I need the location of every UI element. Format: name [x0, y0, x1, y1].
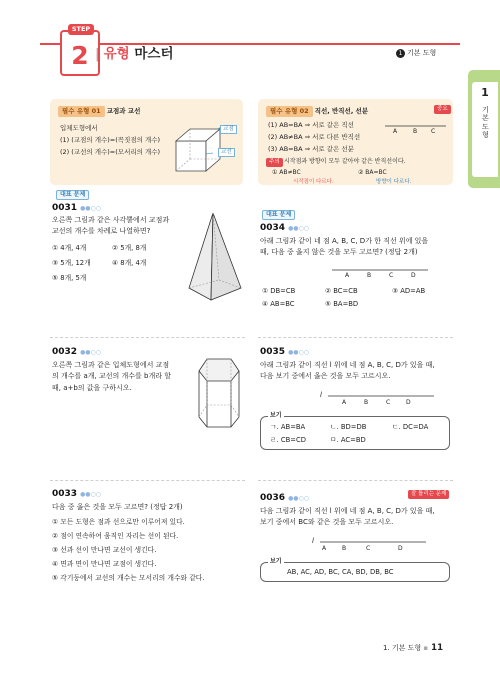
p0033-q1: 다음 중 옳은 것을 모두 고르면? (정답 2개) — [52, 503, 183, 511]
p0031-num: 0031 — [52, 203, 78, 213]
p0035-point-d: D — [406, 399, 411, 406]
box2-point-a: A — [393, 128, 398, 135]
p0031-q1: 오른쪽 그림과 같은 사각뿔에서 교점과 — [52, 216, 170, 224]
chapter-side-tab[interactable] — [468, 70, 500, 188]
chapter-name: 기본 도형 — [407, 49, 437, 57]
step-label: STEP — [68, 24, 94, 35]
caution-tag: 주의 — [266, 158, 283, 167]
divider — [258, 480, 453, 481]
box2-rule3: (3) AB=BA ⇒ 서로 같은 선분 — [268, 145, 354, 153]
p0035-point-b: B — [364, 399, 369, 406]
p0031-option-1[interactable]: ① 4개, 4개 — [52, 244, 87, 252]
p0036-number — [260, 492, 309, 504]
side-tab-text: 기본 도형 — [482, 106, 489, 140]
divider — [50, 337, 245, 338]
p0036-tricky-badge: 잘 틀리는 문제 — [408, 490, 449, 499]
p0035-bogi-label: 보기 — [270, 412, 282, 419]
box2-title: 직선, 반직선, 선분 — [314, 107, 369, 115]
p0035-q2: 다음 보기 중에서 옳은 것을 모두 고르시오. — [260, 372, 391, 381]
p0035-point-a: A — [342, 399, 347, 406]
p0034-daepyo: 대표 문제 — [262, 210, 295, 220]
box2-rule2: (2) AB≠BA ⇒ 서로 다른 반직선 — [268, 133, 361, 141]
box1-tag: 필수 유형 01 — [58, 106, 105, 117]
p0035-bogi-2[interactable]: ㄴ. BD=DB — [330, 423, 367, 431]
step-badge — [60, 25, 100, 76]
p0036-num: 0036 — [260, 493, 286, 503]
p0034-q1: 아래 그림과 같이 네 점 A, B, C, D가 한 직선 위에 있을 — [260, 237, 429, 245]
p0031-option-4[interactable]: ④ 8개, 4개 — [112, 259, 147, 267]
p0034-option-5[interactable]: ⑤ BA=BD — [325, 300, 359, 308]
p0032-q1: 오른쪽 그림과 같은 입체도형에서 교점 — [52, 361, 170, 369]
p0035-q1: 아래 그림과 같이 직선 l 위에 네 점 A, B, C, D가 있을 때, — [260, 361, 435, 369]
p0035-number — [260, 346, 309, 358]
p0034-difficulty: ●●○○ — [288, 225, 310, 232]
example1-note: 시작점이 다르다. — [293, 179, 334, 185]
p0031-number — [52, 202, 101, 214]
p0033-option-1[interactable]: ① 모든 도형은 점과 선으로만 이루어져 있다. — [52, 518, 185, 526]
box2-heading — [266, 106, 368, 117]
p0033-option-5[interactable]: ⑤ 각기둥에서 교선의 개수는 모서리의 개수와 같다. — [52, 574, 205, 582]
p0036-q2: 보기 중에서 BC와 같은 것을 모두 고르시오. — [260, 518, 394, 527]
p0036-point-d: D — [398, 545, 403, 552]
box1-title: 교점과 교선 — [106, 107, 141, 115]
box2-example1: ① AB≠BC — [272, 169, 301, 176]
p0036-bogi-label: 보기 — [270, 558, 282, 565]
box1-fig-label-a: 교점 — [220, 125, 237, 134]
side-tab-inner — [472, 82, 498, 177]
p0032-q3: 때, a+b의 값을 구하시오. — [52, 383, 132, 392]
p0032-q2: 의 개수를 a개, 교선의 개수를 b개라 할 — [52, 372, 171, 381]
box2-rule1: (1) AB=BA ⇒ 서로 같은 직선 — [268, 121, 354, 129]
p0036-q1: 다음 그림과 같이 직선 l 위에 네 점 A, B, C, D가 있을 때, — [260, 507, 435, 515]
p0032-difficulty: ●●○○ — [80, 349, 102, 356]
p0031-q2: 교선의 개수를 차례로 나열하면? — [52, 227, 151, 236]
p0032-question — [52, 360, 171, 394]
caution-note: 시작점과 방향이 모두 같아야 같은 반직선이다. — [284, 158, 406, 165]
p0033-option-3[interactable]: ③ 선과 선이 만나면 교선이 생긴다. — [52, 546, 157, 554]
p0035-difficulty: ●●○○ — [288, 349, 310, 356]
box2-tag: 필수 유형 02 — [266, 106, 313, 117]
p0035-bogi-5[interactable]: ㅁ. AC=BD — [330, 436, 366, 444]
p0034-option-1[interactable]: ① DB=CB — [262, 287, 296, 295]
p0034-number — [260, 222, 309, 234]
p0034-option-3[interactable]: ③ AD=AB — [392, 287, 426, 295]
p0033-number — [52, 488, 101, 500]
chapter-title — [396, 49, 436, 58]
p0036-point-a: A — [322, 545, 327, 552]
p0031-option-5[interactable]: ⑤ 8개, 5개 — [52, 274, 87, 282]
p0034-option-4[interactable]: ④ AB=BC — [262, 300, 295, 308]
summary-box-type01 — [50, 99, 243, 185]
box1-line3: (2) (교선의 개수)=(모서리의 개수) — [60, 148, 161, 156]
p0035-bogi-4[interactable]: ㄹ. CB=CD — [270, 436, 306, 444]
box1-fig-label-b: 교선 — [218, 148, 235, 157]
p0036-point-b: B — [342, 545, 347, 552]
chapter-number: 1 — [396, 49, 405, 58]
box2-example2: ② BA=BC — [358, 169, 387, 176]
p0031-daepyo: 대표 문제 — [56, 190, 89, 200]
p0033-option-2[interactable]: ② 점이 연속하여 움직인 자리는 선이 된다. — [52, 532, 179, 540]
p0036-line-figure — [318, 538, 428, 546]
p0034-q2: 때, 다음 중 옳지 않은 것을 모두 고르면? (정답 2개) — [260, 248, 418, 257]
p0034-option-2[interactable]: ② BC=CB — [325, 287, 358, 295]
step-number: 2 — [71, 41, 89, 70]
page-footer: 1. 기본 도형 ▪ 11 — [383, 643, 444, 653]
p0035-line-name: l — [320, 391, 322, 399]
pyramid-figure — [185, 210, 245, 305]
p0034-point-c: C — [389, 272, 394, 279]
summary-box-type02 — [258, 99, 453, 185]
box2-point-b: B — [413, 128, 418, 135]
box1-line1: 입체도형에서 — [60, 124, 98, 132]
p0035-num: 0035 — [260, 347, 286, 357]
p0035-point-c: C — [386, 399, 391, 406]
p0036-difficulty: ●●○○ — [288, 495, 310, 502]
side-tab-number: 1 — [481, 86, 489, 99]
p0031-option-2[interactable]: ② 5개, 8개 — [112, 244, 147, 252]
p0032-num: 0032 — [52, 347, 78, 357]
p0036-question — [260, 506, 435, 529]
p0031-difficulty: ●●○○ — [80, 205, 102, 212]
p0035-question — [260, 360, 435, 383]
important-badge: 중요 — [434, 105, 451, 114]
p0033-num: 0033 — [52, 489, 78, 499]
p0034-question — [260, 236, 428, 259]
p0034-num: 0034 — [260, 223, 286, 233]
p0034-point-d: D — [411, 272, 416, 279]
footer-chapter: 1. 기본 도형 — [383, 644, 422, 652]
p0036-bogi-items[interactable]: AB, AC, AD, BC, CA, BD, DB, BC — [287, 568, 394, 576]
p0036-line-name: l — [312, 537, 314, 545]
p0034-point-a: A — [345, 272, 350, 279]
p0031-option-3[interactable]: ③ 5개, 12개 — [52, 259, 91, 267]
p0033-option-4[interactable]: ④ 면과 면이 만나면 교점이 생긴다. — [52, 560, 157, 568]
p0036-point-c: C — [366, 545, 371, 552]
title-red: 유형 — [103, 46, 130, 62]
example2-note: 방향이 다르다. — [376, 179, 412, 185]
page-number: 11 — [431, 643, 444, 653]
p0032-number — [52, 346, 101, 358]
p0035-bogi-1[interactable]: ㄱ. AB=BA — [270, 423, 306, 431]
box2-point-c: C — [431, 128, 436, 135]
p0035-bogi-3[interactable]: ㄷ. DC=DA — [392, 423, 429, 431]
hexagonal-prism-figure — [193, 355, 245, 435]
divider — [258, 337, 453, 338]
title-rest: 마스터 — [129, 46, 174, 62]
divider — [50, 480, 245, 481]
box1-line2: (1) (교점의 개수)=(꼭짓점의 개수) — [60, 136, 161, 144]
box1-heading — [58, 106, 140, 117]
page-title: | 유형 마스터 — [95, 46, 174, 62]
p0034-point-b: B — [367, 272, 372, 279]
p0031-question — [52, 215, 169, 238]
p0033-difficulty: ●●○○ — [80, 491, 102, 498]
